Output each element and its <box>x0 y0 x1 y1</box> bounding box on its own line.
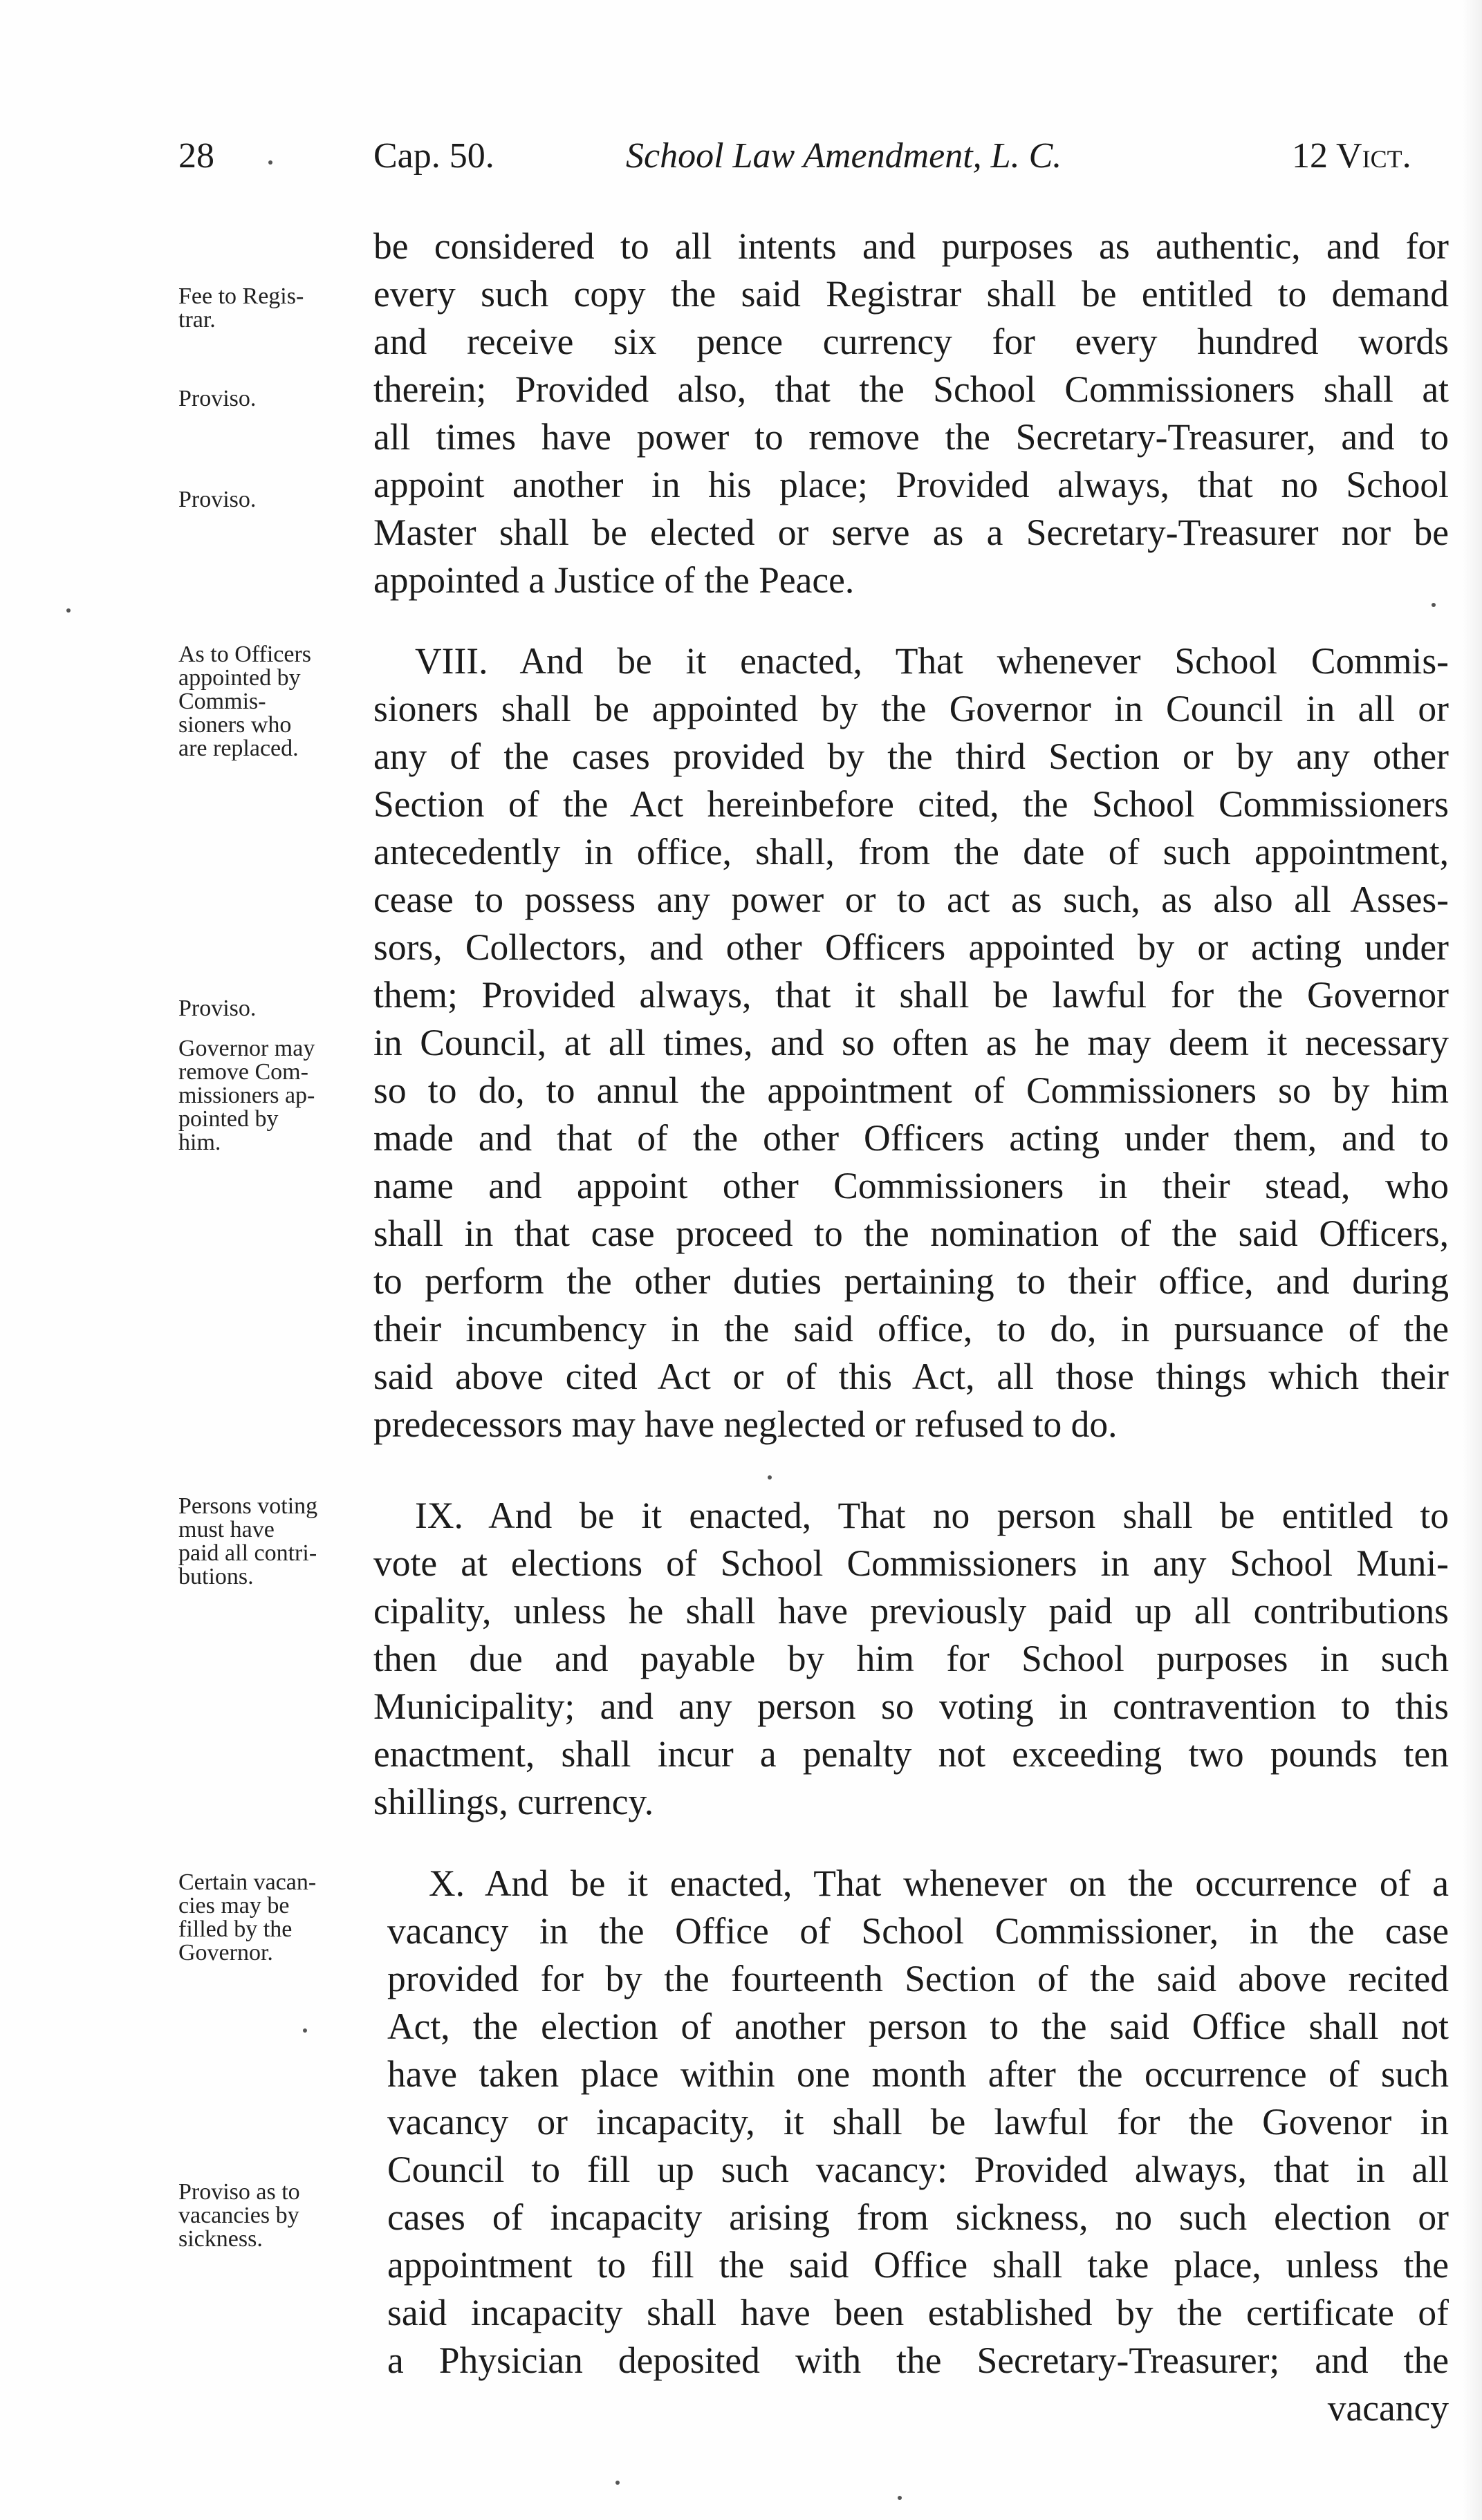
text-line: sioners shall be appointed by the Governor in Council in all or <box>373 688 1449 729</box>
text-line: appointed a Justice of the Peace. <box>373 559 855 601</box>
text-line: have taken place within one month after the occurrence of such <box>387 2053 1449 2095</box>
text-line: all times have power to remove the Secretary-Treasurer, and to <box>373 416 1449 458</box>
section-vii-continuation <box>373 223 1449 604</box>
text-line: a Physician deposited with the Secretary-Treasurer; and the <box>387 2340 1449 2381</box>
section-ix <box>373 1492 1449 1826</box>
print-speck <box>898 2496 902 2500</box>
text-line: in Council, at all times, and so often as he may deem it necessary <box>373 1022 1449 1063</box>
text-line: shall in that case proceed to the nomination of the said Officers, <box>373 1213 1449 1254</box>
text-line: Act, the election of another person to the said Office shall not <box>387 2006 1449 2047</box>
text-line: Council to fill up such vacancy: Provided always, that in all <box>387 2149 1449 2190</box>
page-edge-shadow <box>1463 0 1482 2520</box>
print-speck <box>66 608 71 613</box>
section-opening-line: VIII. And be it enacted, That whenever School Commis- <box>415 640 1449 682</box>
print-speck <box>268 160 272 165</box>
text-line: cipality, unless he shall have previously paid up all contributions <box>373 1590 1449 1632</box>
page-number: 28 <box>178 136 214 176</box>
text-line: their incumbency in the said office, to do, in pursuance of the <box>373 1308 1449 1350</box>
text-line: cease to possess any power or to act as such, as also all Asses- <box>373 879 1449 920</box>
text-line: cases of incapacity arising from sickness, no such election or <box>387 2196 1449 2238</box>
text-line: vacancy in the Office of School Commissioner, in the case <box>387 1910 1449 1952</box>
text-line: enactment, shall incur a penalty not exceeding two pounds ten <box>373 1733 1449 1775</box>
regnal-year: 12 Vict. <box>1292 136 1411 176</box>
text-line: and receive six pence currency for every hundred words <box>373 321 1449 362</box>
text-line: name and appoint other Commissioners in their stead, who <box>373 1165 1449 1206</box>
text-line: appoint another in his place; Provided always, that no School <box>373 464 1449 505</box>
text-line: any of the cases provided by the third Section or by any other <box>373 736 1449 777</box>
act-title: School Law Amendment, L. C. <box>626 136 1062 176</box>
section-opening-line: IX. And be it enacted, That no person shall be entitled to <box>415 1495 1449 1536</box>
text-line: predecessors may have neglected or refused to do. <box>373 1403 1118 1445</box>
marginal-note-proviso: Proviso. <box>178 487 257 512</box>
marginal-note-proviso: Proviso. <box>178 386 257 411</box>
text-line: them; Provided always, that it shall be lawful for the Governor <box>373 974 1449 1016</box>
text-line: vote at elections of School Commissioners in any School Muni- <box>373 1542 1449 1584</box>
marginal-note-officers-replaced: As to Officers appointed by Commis- sioners who are replaced. <box>178 642 311 761</box>
catchword: vacancy <box>1327 2387 1449 2429</box>
print-speck <box>303 2028 307 2033</box>
section-x <box>387 1860 1449 2432</box>
text-line: shillings, currency. <box>373 1781 654 1822</box>
section-viii <box>373 637 1449 1448</box>
text-line: so to do, to annul the appointment of Commissioners so by him <box>373 1070 1449 1111</box>
text-line: Section of the Act hereinbefore cited, the School Commissioners <box>373 783 1449 825</box>
marginal-note-fee-to-registrar: Fee to Regis- trar. <box>178 283 304 333</box>
text-line: then due and payable by him for School purposes in such <box>373 1638 1449 1679</box>
text-line: appointment to fill the said Office shall take place, unless the <box>387 2244 1449 2286</box>
text-line: said above cited Act or of this Act, all those things which their <box>373 1356 1449 1397</box>
text-line: antecedently in office, shall, from the date of such appointment, <box>373 831 1449 872</box>
marginal-note-certain-vacancies: Certain vacan- cies may be filled by the Governor. <box>178 1869 317 1966</box>
running-head <box>0 136 1482 191</box>
print-speck <box>615 2481 620 2485</box>
text-line: sors, Collectors, and other Officers appointed by or acting under <box>373 926 1449 968</box>
chapter-label: Cap. 50. <box>373 136 494 176</box>
text-line: be considered to all intents and purposes as authentic, and for <box>373 225 1449 267</box>
print-speck <box>768 1475 772 1480</box>
text-line: to perform the other duties pertaining to their office, and during <box>373 1260 1449 1302</box>
text-line: said incapacity shall have been established by the certificate of <box>387 2292 1449 2333</box>
text-line: Municipality; and any person so voting in contravention to this <box>373 1686 1449 1727</box>
print-speck <box>1432 603 1436 607</box>
text-line: vacancy or incapacity, it shall be lawful for the Govenor in <box>387 2101 1449 2143</box>
text-line: Master shall be elected or serve as a Secretary-Treasurer nor be <box>373 512 1449 553</box>
marginal-note-persons-voting: Persons voting must have paid all contri- butions. <box>178 1493 318 1589</box>
marginal-note-proviso-vacancies: Proviso as to vacancies by sickness. <box>178 2179 300 2252</box>
text-line: provided for by the fourteenth Section of the said above recited <box>387 1958 1449 1999</box>
marginal-note-proviso: Proviso. <box>178 996 257 1021</box>
text-line: therein; Provided also, that the School Commissioners shall at <box>373 368 1449 410</box>
text-line: every such copy the said Registrar shall be entitled to demand <box>373 273 1449 315</box>
text-line: made and that of the other Officers acting under them, and to <box>373 1117 1449 1159</box>
marginal-note-governor-may-remove: Governor may remove Com- missioners ap- pointed by him. <box>178 1036 315 1155</box>
section-opening-line: X. And be it enacted, That whenever on the occurrence of a <box>429 1863 1449 1904</box>
